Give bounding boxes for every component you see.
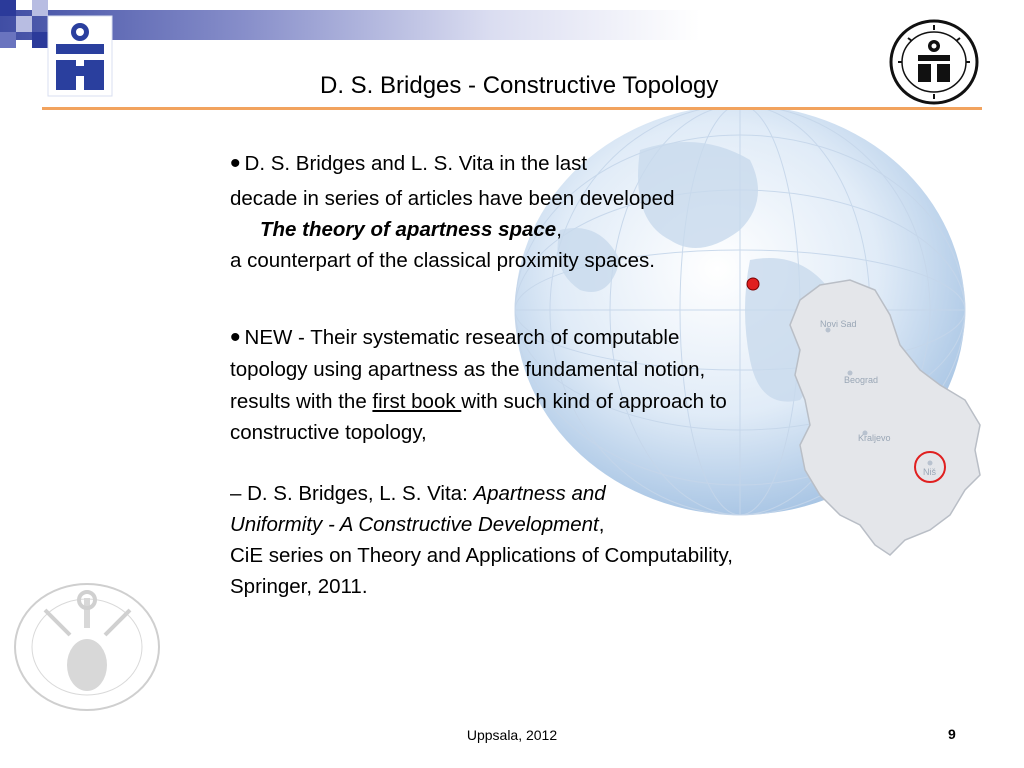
bullet-2-line-1 <box>230 322 679 353</box>
bullet-dot-icon: • <box>230 321 241 354</box>
bullet-2-line-3 <box>230 386 727 417</box>
serbia-map <box>780 275 985 560</box>
reference-comma: , <box>598 513 605 536</box>
reference-line-1 <box>230 478 606 509</box>
bullet-1-line-2: decade in series of articles have been developed <box>230 187 675 210</box>
bullet-dot-icon: • <box>230 147 241 180</box>
location-marker-icon <box>745 276 761 292</box>
bullet-1-line-3 <box>260 214 562 245</box>
reference-title-part-1: Apartness and <box>473 482 606 505</box>
map-label-novi-sad: Novi Sad <box>820 319 857 329</box>
bullet-1-comma: , <box>556 218 562 241</box>
footer-text: Uppsala, 2012 <box>466 727 558 743</box>
university-seal-icon <box>888 18 980 106</box>
bullet-1-line-1 <box>230 148 587 179</box>
map-label-kraljevo: Kraljevo <box>858 433 891 443</box>
slide-title: D. S. Bridges - Constructive Topology <box>320 72 719 99</box>
bullet-2-text-3a: results with the <box>230 390 373 413</box>
map-label-beograd: Beograd <box>844 375 879 385</box>
page-number: 9 <box>948 726 956 742</box>
reference-line-3: CiE series on Theory and Applications of Computability, <box>230 544 733 567</box>
bullet-2-line-2: topology using apartness as the fundamental notion, <box>230 358 706 381</box>
faculty-logo-icon <box>46 14 114 98</box>
first-book-link[interactable]: first book <box>372 390 462 413</box>
reference-line-4: Springer, 2011. <box>230 575 368 598</box>
reference-authors: – D. S. Bridges, L. S. Vita: <box>230 482 474 505</box>
bullet-2-line-4: constructive topology, <box>230 421 427 444</box>
bullet-1-text-1: D. S. Bridges and L. S. Vita in the last <box>244 152 588 175</box>
apartness-space-emphasis: The theory of apartness space <box>260 218 557 241</box>
bullet-2-text-1: NEW - Their systematic research of computable <box>244 326 680 349</box>
naissus-coin-watermark-icon <box>10 580 165 715</box>
bullet-2-text-3b: with such kind of approach to <box>461 390 727 413</box>
reference-title-part-2: Uniformity - A Constructive Development <box>230 513 599 536</box>
bullet-1-line-4: a counterpart of the classical proximity spaces. <box>230 249 655 272</box>
decor-square <box>0 0 16 16</box>
decor-square <box>0 32 16 48</box>
decor-square <box>16 16 32 32</box>
reference-line-2 <box>230 509 604 540</box>
map-label-nis: Niš <box>923 467 936 477</box>
title-underline-rule <box>42 107 982 110</box>
